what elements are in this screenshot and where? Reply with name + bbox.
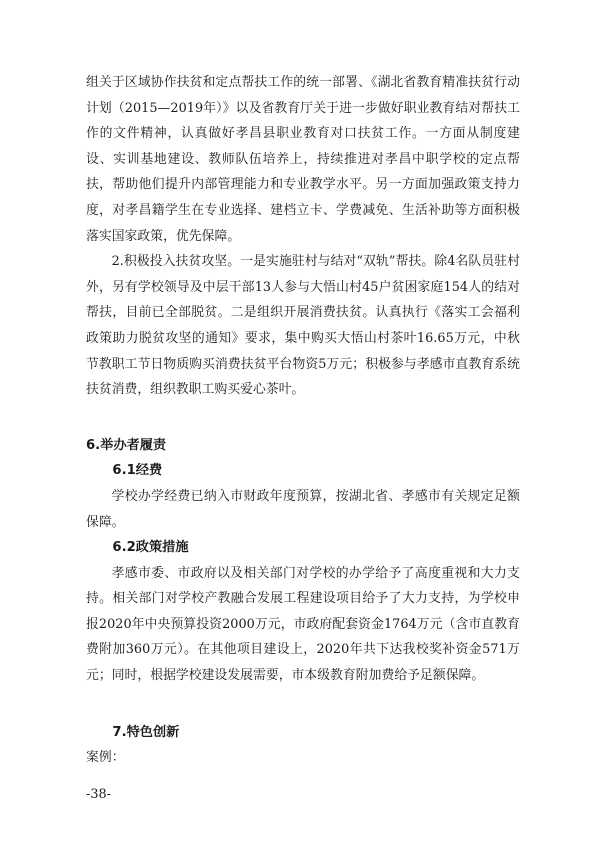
page-number: -38- — [86, 787, 111, 802]
paragraph-policy-measures: 孝感市委、市政府以及相关部门对学校的办学给予了高度重视和大力支持。相关部门对学校产教融合发展工程建设项目给予了大力支持，为学校申报2020年中央预算投资2000万元，市政府配套资金1764万元（含市直教育费附加360万元）。在其他项目建设上，2020年共下达我校奖补资金571万元；同时，根据学校建设发展需要，市本级教育附加费给予足额保障。 — [86, 565, 520, 684]
paragraph-funding: 学校办学经费已纳入市财政年度预算，按湖北省、孝感市有关规定足额保障。 — [86, 488, 520, 530]
section-heading-sponsor-duties: 6.举办者履责 — [86, 437, 167, 453]
case-label: 案例： — [86, 750, 125, 766]
subheading-policy-measures: 6.2政策措施 — [112, 540, 189, 556]
section-heading-innovation: 7.特色创新 — [112, 724, 180, 740]
paragraph-poverty-alleviation-action: 2.积极投入扶贫攻坚。一是实施驻村与结对“双轨”帮扶。除4名队员驻村外，另有学校领导及中层干部13人参与大悟山村45户贫困家庭154人的结对帮扶，目前已全部脱贫。二是组织开展消费扶贫。认真执行《落实工会福利政策助力脱贫攻坚的通知》要求，集中购买大悟山村茶叶16.65万元，中秋节教职工节日物质购买消费扶贫平台物资5万元；积极参与孝感市直教育系统扶贫消费，组织教职工购买爱心茶叶。 — [86, 254, 520, 398]
paragraph-poverty-alleviation-policy: 组关于区域协作扶贫和定点帮扶工作的统一部署、《湖北省教育精准扶贫行动计划（2015—2019年）》以及省教育厅关于进一步做好职业教育结对帮扶工作的文件精神，认真做好孝昌县职业教育对口扶贫工作。一方面从制度建设、实训基地建设、教师队伍培养上，持续推进对孝昌中职学校的定点帮扶，帮助他们提升内部管理能力和专业教学水平。另一方面加强政策支持力度，对孝昌籍学生在专业选择、建档立卡、学费减免、生活补助等方面积极落实国家政策，优先保障。 — [86, 75, 520, 244]
spacer — [86, 403, 520, 433]
document-body — [86, 70, 520, 771]
subheading-funding: 6.1经费 — [112, 463, 163, 479]
spacer — [86, 689, 520, 720]
